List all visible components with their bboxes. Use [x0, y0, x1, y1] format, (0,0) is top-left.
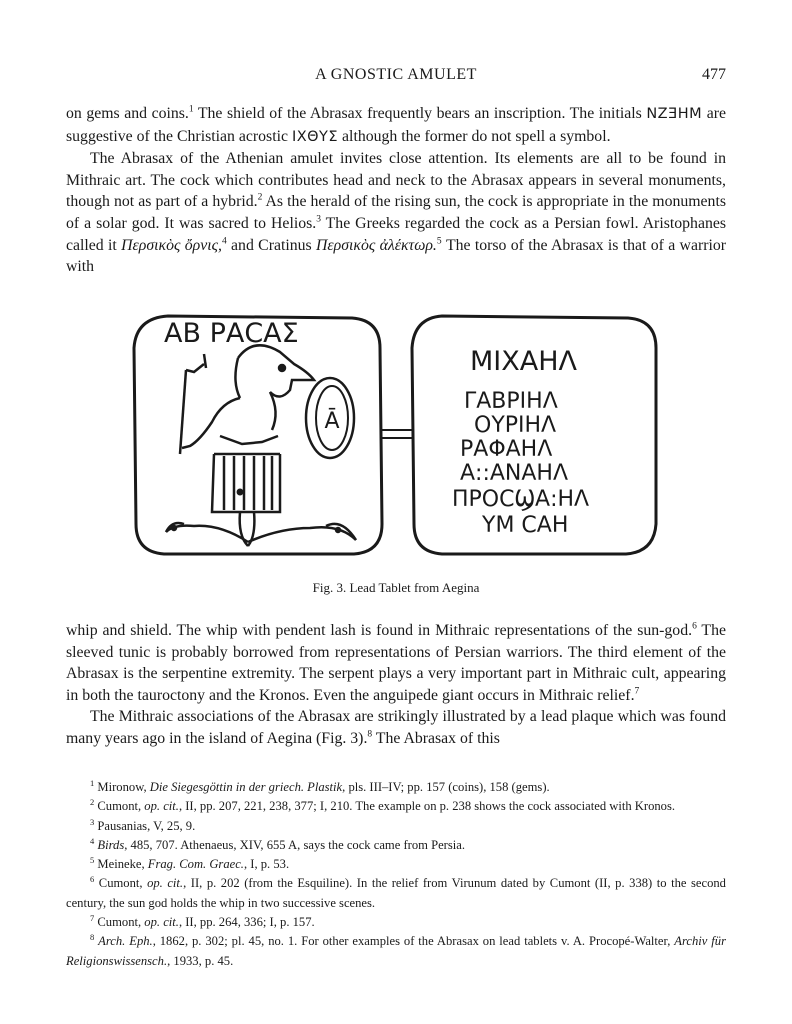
paragraph-2	[66, 148, 726, 278]
tablet-drawing	[130, 306, 660, 568]
text-run: , 1862, p. 302; pl. 45, no. 1. For other examples of the Abrasax on lead tablets v. A. Procopé-Walter,	[152, 934, 675, 949]
footnote-4	[66, 836, 726, 855]
footnote-number: 4	[90, 835, 95, 846]
greek-phrase: Περσικὸς ἀλέκτωρ.	[316, 236, 437, 254]
figure-caption: Fig. 3. Lead Tablet from Aegina	[312, 580, 480, 595]
footnote-1	[66, 778, 726, 797]
text-run: As the herald of the rising sun, the cock is appropriate in the monuments of a solar god. It was sacred to Helios.	[66, 193, 726, 232]
footnote-number: 1	[90, 777, 95, 788]
figure-lead-tablet	[130, 306, 660, 568]
text-run: , 485, 707. Athenaeus, XIV, 655 A, says the cock came from Persia.	[124, 837, 466, 852]
greek-phrase: Περσικὸς ὄρνις,	[121, 236, 222, 254]
text-run: The torso of the Abrasax is that of a warrior with	[66, 236, 727, 276]
footnote-ref: 1	[188, 104, 194, 115]
abrasax-figure	[182, 345, 314, 546]
right-inscription-line: ΥΜ ϹΑΗ	[482, 513, 569, 538]
right-inscription-line: ΜΙΧΑΗΛ	[470, 346, 577, 377]
footnote-number: 2	[90, 797, 95, 808]
text-run: Cumont,	[97, 915, 145, 930]
footnote-number: 7	[90, 912, 95, 923]
text-run: The Greeks regarded the cock as a Persian fowl. Aristophanes called it	[66, 214, 727, 254]
italic-title: Archiv für Religionswissensch.	[66, 934, 726, 968]
footnote-7	[66, 913, 726, 932]
text-run: The Abrasax of the Athenian amulet invites close attention. Its elements are all to be found in Mithraic art. The cock which contributes head and neck to the Abrasax appears in several monuments, though not as part of a hybrid.	[66, 150, 726, 211]
text-run: , I, p. 53.	[243, 857, 290, 872]
footnote-5	[66, 855, 726, 874]
page-number: 477	[702, 66, 726, 83]
paragraph-3	[66, 620, 726, 706]
footnote-number: 6	[90, 874, 95, 885]
text-run: Cumont,	[98, 876, 148, 891]
footnote-number: 3	[90, 816, 95, 827]
body-text-lower	[66, 620, 726, 750]
text-run: The Abrasax of this	[372, 729, 500, 747]
footnote-6	[66, 874, 726, 913]
footnote-ref: 6	[692, 621, 697, 632]
text-run: The Mithraic associations of the Abrasax are strikingly illustrated by a lead plaque which was found many years ago in the island of Aegina (Fig. 3).	[66, 708, 726, 747]
italic-title: Die Siegesgöttin in der griech. Plastik	[149, 780, 343, 794]
text-run: The sleeved tunic is probably borrowed from representations of Persian warriors. The third element of the Abrasax is the serpentine extremity. The serpent plays a very important part in Mithraic cult, appearing in both the tauroctony and the Kronos. Even the anguipede giant occurs in Mithraic relief.	[66, 622, 726, 704]
text-run: and Cratinus	[226, 236, 316, 254]
left-inscription: ΑΒ ΡΑϹΑΣ	[164, 318, 299, 349]
running-title: A GNOSTIC AMULET	[315, 66, 477, 83]
italic-title: op. cit.	[144, 915, 179, 930]
whip-drawing	[180, 354, 206, 454]
text-run: , II, pp. 264, 336; I, p. 157.	[178, 915, 315, 930]
serpent-legs-drawing	[166, 523, 356, 542]
text-run: are suggestive of the Christian acrostic	[66, 105, 726, 145]
text-run: , II, pp. 207, 221, 238, 377; I, 210. The example on p. 238 shows the cock associated with Kronos.	[178, 799, 676, 814]
text-run: Mironow,	[97, 780, 150, 794]
footnote-ref: 3	[316, 214, 321, 225]
italic-title: op. cit.	[147, 876, 184, 891]
italic-title: Frag. Com. Graec.	[147, 857, 244, 872]
footnote-3	[66, 817, 726, 836]
text-run: Meineke,	[97, 857, 148, 872]
shield-letter: Ā	[324, 409, 340, 434]
text-run: , II, p. 202 (from the Esquiline). In the relief from Virunum dated by Cumont (II, p. 338) to the second century, the sun god holds the whip in two successive scenes.	[66, 876, 726, 910]
footnote-2	[66, 797, 726, 816]
text-run: The shield of the Abrasax frequently bears an inscription. The initials	[193, 105, 647, 122]
italic-title: Arch. Eph.	[98, 934, 153, 949]
text-run: , pls. III–IV; pp. 157 (coins), 158 (gems).	[342, 780, 550, 794]
footnote-ref: 8	[367, 729, 373, 740]
text-run: Cumont,	[97, 799, 145, 814]
footnote-ref: 4	[221, 236, 227, 247]
text-run: although the former do not spell a symbol.	[338, 127, 611, 145]
greek-acrostic: ΙΧΘΥΣ	[291, 128, 339, 145]
text-run: whip and shield. The whip with pendent lash is found in Mithraic representations of the sun-god.	[66, 622, 693, 639]
footnote-number: 8	[90, 932, 95, 943]
greek-initials: NZƎHM	[646, 106, 703, 122]
text-run: , 1933, p. 45.	[167, 953, 234, 968]
text-run: on gems and coins.	[66, 105, 189, 122]
footnote-ref: 2	[257, 193, 263, 204]
footnote-ref: 7	[634, 686, 640, 697]
footnote-8	[66, 932, 726, 971]
text-run: Pausanias, V, 25, 9.	[97, 818, 196, 833]
footnote-number: 5	[90, 855, 95, 865]
right-inscription-line: ΡΑΦΑΗΛ	[460, 437, 553, 462]
body-text-upper	[66, 103, 726, 278]
right-inscription-line: ΓΑΒΡΙΗΛ	[464, 389, 558, 414]
italic-title: op. cit.	[144, 799, 179, 814]
running-header	[66, 66, 726, 88]
footnotes	[66, 778, 726, 971]
italic-title: Birds	[97, 837, 125, 852]
paragraph-4	[66, 706, 726, 749]
paragraph-1	[66, 103, 726, 148]
footnote-ref: 5	[436, 236, 442, 247]
right-inscription-line: ΟΥΡΙΗΛ	[474, 413, 557, 438]
right-inscription-line: Α::ΑΝΑΗΛ	[460, 461, 569, 486]
right-inscription-line: ΠΡΟϹϢΑ:ΗΛ	[452, 487, 590, 512]
